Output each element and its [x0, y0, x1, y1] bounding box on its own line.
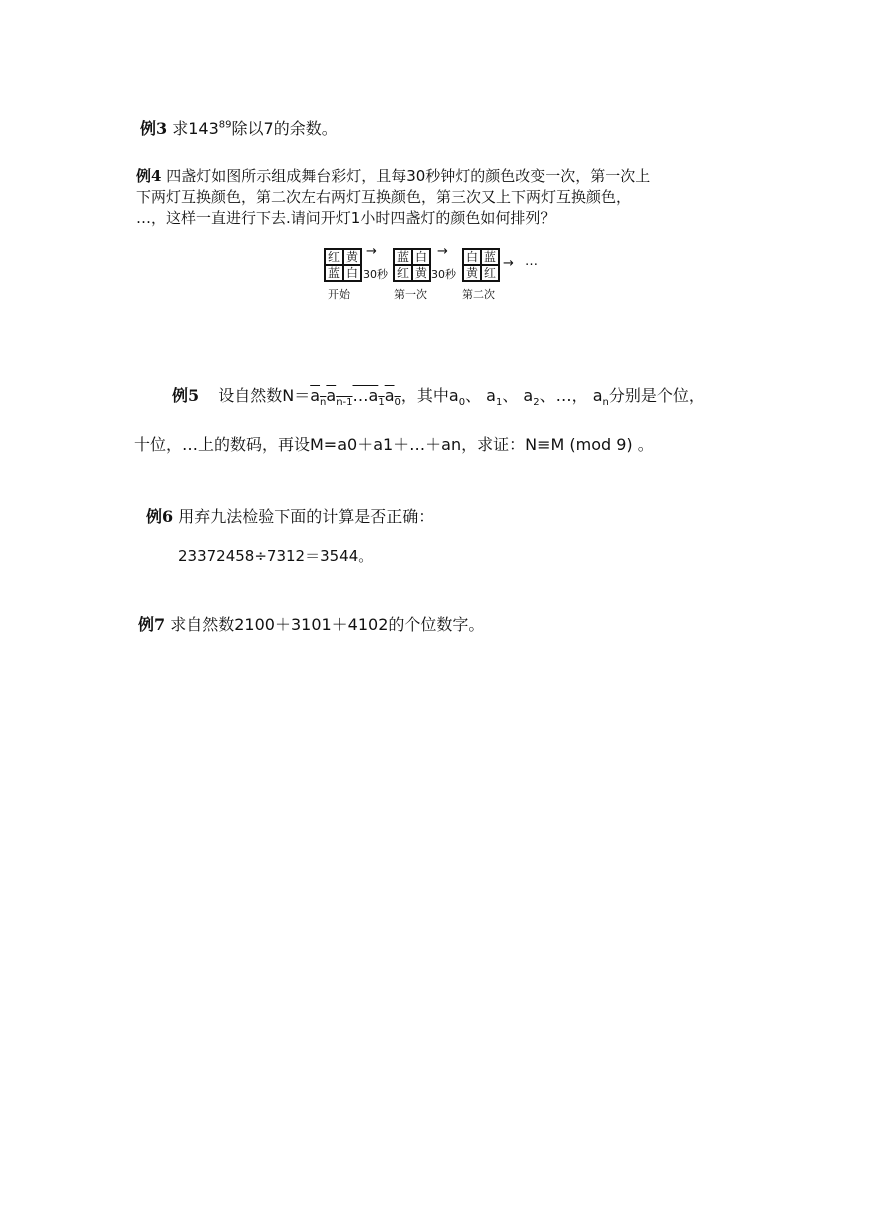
example-7 — [138, 612, 484, 635]
example-6-label: 例6 — [146, 507, 174, 526]
lamp-cell: 红 — [325, 249, 343, 265]
arrow-icon: → — [437, 244, 448, 259]
ellipsis: … — [525, 254, 538, 269]
example-3-text: 求$143^{89}$除以7的余数。 — [172, 119, 338, 138]
lamp-grid-second — [462, 248, 500, 282]
example-4-line1 — [136, 165, 650, 186]
lamp-cell: 黄 — [463, 265, 481, 281]
example-5-label: 例5 — [172, 386, 200, 405]
interval-label-2: 30秒 — [431, 268, 456, 281]
lamp-cell: 红 — [481, 265, 499, 281]
lamp-cell: 蓝 — [394, 249, 412, 265]
example-5-pre: 设自然数N＝ — [218, 386, 311, 405]
caption-second: 第二次 — [462, 288, 495, 301]
lamp-cell: 黄 — [343, 249, 361, 265]
example-4-label: 例4 — [136, 167, 162, 185]
example-6 — [146, 504, 434, 527]
lamp-cell: 蓝 — [325, 265, 343, 281]
lamp-cell: 白 — [412, 249, 430, 265]
lamp-cell: 蓝 — [481, 249, 499, 265]
lamp-grid-start — [324, 248, 362, 282]
example-3 — [140, 116, 338, 139]
lamp-grid-first — [393, 248, 431, 282]
lamp-cell: 白 — [343, 265, 361, 281]
example-7-text: 求自然数2100＋3101＋4102的个位数字。 — [170, 615, 485, 634]
example-3-label: 例3 — [140, 119, 168, 138]
example-4-line2: 下两灯互换颜色，第二次左右两灯互换颜色，第三次又上下两灯互换颜色， — [136, 188, 632, 206]
example-4-line3: …，这样一直进行下去.请问开灯1小时四盏灯的颜色如何排列？ — [136, 209, 556, 227]
example-6-text: 用弃九法检验下面的计算是否正确： — [178, 507, 435, 526]
example-5-line2: 十位，…上的数码，再设M=a0＋a1＋…＋an，求证：N≡M (mod 9) 。 — [134, 435, 654, 454]
example-6-calc: 23372458÷7312＝3544。 — [178, 547, 374, 565]
interval-label-1: 30秒 — [363, 268, 388, 281]
caption-first: 第一次 — [394, 288, 427, 301]
lamp-cell: 白 — [463, 249, 481, 265]
lamp-cell: 黄 — [412, 265, 430, 281]
caption-start: 开始 — [328, 288, 350, 301]
example-7-label: 例7 — [138, 615, 166, 634]
example-5-line1: 例5 设自然数$N=a_na_{n-1}\dots a_1a_0$，其中$a_0$、 $a_1$、 $a_2$、…， $a_n$分别是个位， — [172, 386, 705, 409]
lamp-cell: 红 — [394, 265, 412, 281]
arrow-icon: → — [503, 256, 514, 271]
example-4-text1: 四盏灯如图所示组成舞台彩灯，且每30秒钟灯的颜色改变一次，第一次上 — [166, 167, 651, 185]
arrow-icon: → — [366, 244, 377, 259]
digit-string: $a_na_{n-1}\dots a_1a_0$ — [310, 386, 401, 409]
